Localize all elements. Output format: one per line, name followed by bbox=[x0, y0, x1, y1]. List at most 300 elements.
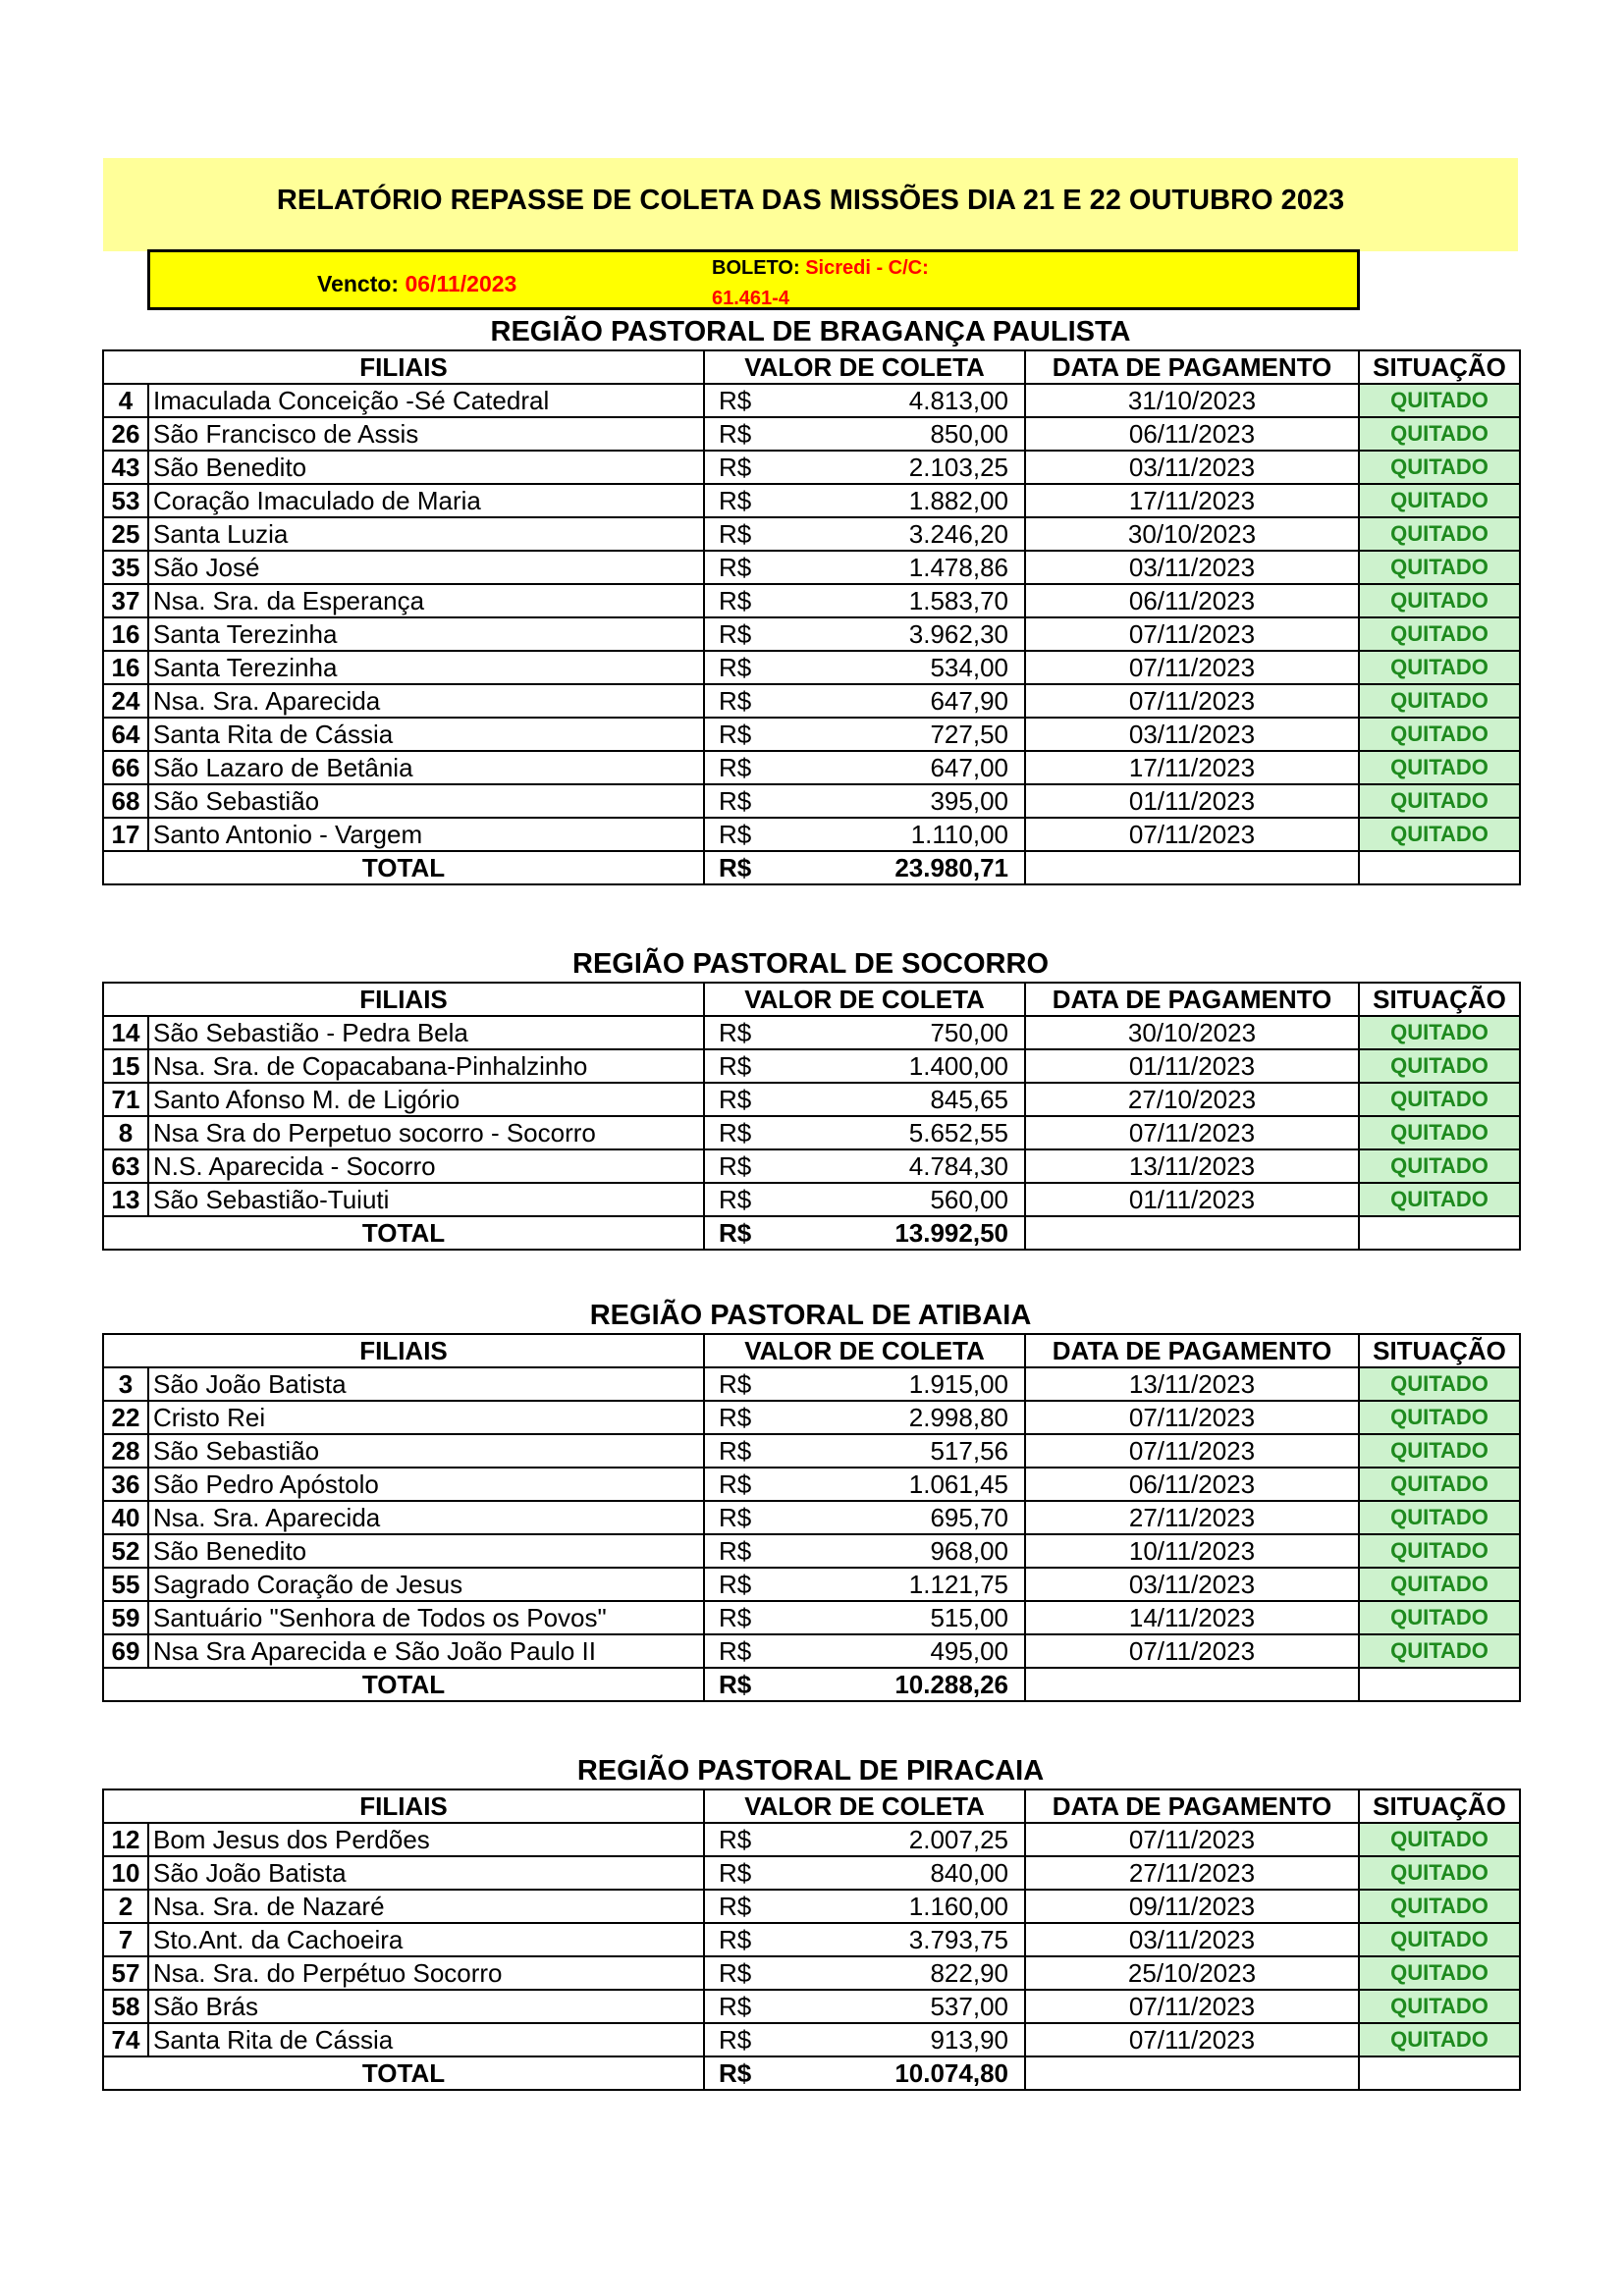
row-value: 840,00 bbox=[785, 1856, 1025, 1890]
row-number: 16 bbox=[103, 617, 148, 651]
row-value: 395,00 bbox=[785, 784, 1025, 818]
row-number: 66 bbox=[103, 751, 148, 784]
status-badge: QUITADO bbox=[1359, 1049, 1520, 1083]
table-row bbox=[103, 1956, 1520, 1990]
row-date: 07/11/2023 bbox=[1025, 1434, 1359, 1468]
row-number: 63 bbox=[103, 1149, 148, 1183]
row-currency: R$ bbox=[704, 1149, 785, 1183]
row-name: São José bbox=[148, 551, 704, 584]
row-value: 845,65 bbox=[785, 1083, 1025, 1116]
row-name: São Sebastião bbox=[148, 784, 704, 818]
table-row bbox=[103, 1856, 1520, 1890]
row-value: 2.998,80 bbox=[785, 1401, 1025, 1434]
total-row bbox=[103, 1216, 1520, 1250]
status-badge: QUITADO bbox=[1359, 384, 1520, 417]
table-row bbox=[103, 517, 1520, 551]
table-row bbox=[103, 1367, 1520, 1401]
total-currency: R$ bbox=[704, 851, 785, 884]
table-row bbox=[103, 1501, 1520, 1534]
row-value: 647,90 bbox=[785, 684, 1025, 718]
region-table bbox=[102, 1789, 1521, 2091]
due-date-box bbox=[147, 249, 1360, 310]
row-value: 1.583,70 bbox=[785, 584, 1025, 617]
table-row bbox=[103, 417, 1520, 451]
row-currency: R$ bbox=[704, 1401, 785, 1434]
row-currency: R$ bbox=[704, 818, 785, 851]
table-row bbox=[103, 784, 1520, 818]
row-number: 12 bbox=[103, 1823, 148, 1856]
row-number: 68 bbox=[103, 784, 148, 818]
row-number: 69 bbox=[103, 1634, 148, 1668]
row-value: 750,00 bbox=[785, 1016, 1025, 1049]
row-name: Cristo Rei bbox=[148, 1401, 704, 1434]
row-date: 27/11/2023 bbox=[1025, 1501, 1359, 1534]
row-name: Santa Terezinha bbox=[148, 651, 704, 684]
table-row bbox=[103, 1468, 1520, 1501]
row-number: 57 bbox=[103, 1956, 148, 1990]
row-value: 1.400,00 bbox=[785, 1049, 1025, 1083]
header-valor: VALOR DE COLETA bbox=[704, 1789, 1025, 1823]
row-name: Nsa. Sra. de Nazaré bbox=[148, 1890, 704, 1923]
header-filiais: FILIAIS bbox=[103, 1334, 704, 1367]
row-number: 4 bbox=[103, 384, 148, 417]
row-name: Nsa Sra Aparecida e São João Paulo II bbox=[148, 1634, 704, 1668]
table-row bbox=[103, 1823, 1520, 1856]
row-number: 22 bbox=[103, 1401, 148, 1434]
row-currency: R$ bbox=[704, 451, 785, 484]
status-badge: QUITADO bbox=[1359, 1601, 1520, 1634]
boleto-bank: Sicredi - C/C: bbox=[805, 257, 929, 279]
row-name: Santo Antonio - Vargem bbox=[148, 818, 704, 851]
row-date: 30/10/2023 bbox=[1025, 1016, 1359, 1049]
row-date: 10/11/2023 bbox=[1025, 1534, 1359, 1568]
table-row bbox=[103, 1049, 1520, 1083]
row-currency: R$ bbox=[704, 1568, 785, 1601]
row-date: 03/11/2023 bbox=[1025, 1568, 1359, 1601]
header-data: DATA DE PAGAMENTO bbox=[1025, 350, 1359, 384]
total-status-empty bbox=[1359, 1216, 1520, 1250]
row-value: 1.915,00 bbox=[785, 1367, 1025, 1401]
row-number: 43 bbox=[103, 451, 148, 484]
due-date-value: 06/11/2023 bbox=[405, 271, 517, 296]
table-row bbox=[103, 1990, 1520, 2023]
row-number: 40 bbox=[103, 1501, 148, 1534]
status-badge: QUITADO bbox=[1359, 2023, 1520, 2056]
row-number: 71 bbox=[103, 1083, 148, 1116]
row-value: 515,00 bbox=[785, 1601, 1025, 1634]
row-number: 14 bbox=[103, 1016, 148, 1049]
total-currency: R$ bbox=[704, 1668, 785, 1701]
total-row bbox=[103, 1668, 1520, 1701]
header-data: DATA DE PAGAMENTO bbox=[1025, 1789, 1359, 1823]
row-number: 16 bbox=[103, 651, 148, 684]
row-date: 03/11/2023 bbox=[1025, 451, 1359, 484]
table-row bbox=[103, 751, 1520, 784]
row-name: Nsa. Sra. da Esperança bbox=[148, 584, 704, 617]
total-currency: R$ bbox=[704, 1216, 785, 1250]
row-value: 647,00 bbox=[785, 751, 1025, 784]
status-badge: QUITADO bbox=[1359, 818, 1520, 851]
table-header bbox=[103, 1334, 1520, 1367]
row-name: São Pedro Apóstolo bbox=[148, 1468, 704, 1501]
row-date: 07/11/2023 bbox=[1025, 1401, 1359, 1434]
row-name: Nsa. Sra. de Copacabana-Pinhalzinho bbox=[148, 1049, 704, 1083]
status-badge: QUITADO bbox=[1359, 517, 1520, 551]
row-currency: R$ bbox=[704, 784, 785, 818]
row-value: 534,00 bbox=[785, 651, 1025, 684]
header-situacao: SITUAÇÃO bbox=[1359, 1334, 1520, 1367]
table-row bbox=[103, 1083, 1520, 1116]
row-value: 1.061,45 bbox=[785, 1468, 1025, 1501]
row-date: 07/11/2023 bbox=[1025, 684, 1359, 718]
row-date: 31/10/2023 bbox=[1025, 384, 1359, 417]
row-name: São João Batista bbox=[148, 1367, 704, 1401]
total-value: 10.074,80 bbox=[785, 2056, 1025, 2090]
row-currency: R$ bbox=[704, 1956, 785, 1990]
row-name: São Brás bbox=[148, 1990, 704, 2023]
status-badge: QUITADO bbox=[1359, 651, 1520, 684]
row-currency: R$ bbox=[704, 1434, 785, 1468]
row-date: 27/11/2023 bbox=[1025, 1856, 1359, 1890]
row-name: Nsa Sra do Perpetuo socorro - Socorro bbox=[148, 1116, 704, 1149]
table-row bbox=[103, 551, 1520, 584]
row-value: 4.813,00 bbox=[785, 384, 1025, 417]
total-status-empty bbox=[1359, 2056, 1520, 2090]
status-badge: QUITADO bbox=[1359, 1116, 1520, 1149]
row-date: 03/11/2023 bbox=[1025, 718, 1359, 751]
row-currency: R$ bbox=[704, 1601, 785, 1634]
row-value: 3.793,75 bbox=[785, 1923, 1025, 1956]
row-name: Sto.Ant. da Cachoeira bbox=[148, 1923, 704, 1956]
row-date: 07/11/2023 bbox=[1025, 617, 1359, 651]
row-name: São Lazaro de Betânia bbox=[148, 751, 704, 784]
total-date-empty bbox=[1025, 1668, 1359, 1701]
row-name: Santo Afonso M. de Ligório bbox=[148, 1083, 704, 1116]
row-value: 4.784,30 bbox=[785, 1149, 1025, 1183]
total-value: 10.288,26 bbox=[785, 1668, 1025, 1701]
status-badge: QUITADO bbox=[1359, 1568, 1520, 1601]
table-row bbox=[103, 584, 1520, 617]
status-badge: QUITADO bbox=[1359, 1856, 1520, 1890]
row-value: 2.103,25 bbox=[785, 451, 1025, 484]
table-row bbox=[103, 1434, 1520, 1468]
row-name: São Benedito bbox=[148, 1534, 704, 1568]
report-title: RELATÓRIO REPASSE DE COLETA DAS MISSÕES DIA 21 E 22 OUTUBRO 2023 bbox=[276, 185, 1345, 216]
region-title: REGIÃO PASTORAL DE PIRACAIA bbox=[576, 1755, 1045, 1787]
total-label: TOTAL bbox=[103, 2056, 704, 2090]
row-name: São Benedito bbox=[148, 451, 704, 484]
status-badge: QUITADO bbox=[1359, 1083, 1520, 1116]
header-situacao: SITUAÇÃO bbox=[1359, 350, 1520, 384]
row-number: 36 bbox=[103, 1468, 148, 1501]
row-number: 35 bbox=[103, 551, 148, 584]
table-row bbox=[103, 1601, 1520, 1634]
row-name: São Francisco de Assis bbox=[148, 417, 704, 451]
row-date: 03/11/2023 bbox=[1025, 1923, 1359, 1956]
row-number: 74 bbox=[103, 2023, 148, 2056]
status-badge: QUITADO bbox=[1359, 451, 1520, 484]
region-title: REGIÃO PASTORAL DE SOCORRO bbox=[572, 948, 1049, 980]
row-currency: R$ bbox=[704, 751, 785, 784]
row-date: 27/10/2023 bbox=[1025, 1083, 1359, 1116]
header-filiais: FILIAIS bbox=[103, 350, 704, 384]
header-situacao: SITUAÇÃO bbox=[1359, 1789, 1520, 1823]
row-currency: R$ bbox=[704, 1468, 785, 1501]
row-name: Santa Rita de Cássia bbox=[148, 718, 704, 751]
status-badge: QUITADO bbox=[1359, 1990, 1520, 2023]
status-badge: QUITADO bbox=[1359, 1468, 1520, 1501]
header-valor: VALOR DE COLETA bbox=[704, 350, 1025, 384]
row-value: 1.121,75 bbox=[785, 1568, 1025, 1601]
header-valor: VALOR DE COLETA bbox=[704, 983, 1025, 1016]
row-number: 53 bbox=[103, 484, 148, 517]
table-row bbox=[103, 818, 1520, 851]
row-number: 59 bbox=[103, 1601, 148, 1634]
row-number: 26 bbox=[103, 417, 148, 451]
total-date-empty bbox=[1025, 1216, 1359, 1250]
row-currency: R$ bbox=[704, 1534, 785, 1568]
table-row bbox=[103, 1890, 1520, 1923]
row-value: 913,90 bbox=[785, 2023, 1025, 2056]
region-title: REGIÃO PASTORAL DE BRAGANÇA PAULISTA bbox=[490, 316, 1131, 347]
status-badge: QUITADO bbox=[1359, 1823, 1520, 1856]
row-number: 15 bbox=[103, 1049, 148, 1083]
row-date: 03/11/2023 bbox=[1025, 551, 1359, 584]
row-value: 1.478,86 bbox=[785, 551, 1025, 584]
table-row bbox=[103, 651, 1520, 684]
row-name: Nsa. Sra. do Perpétuo Socorro bbox=[148, 1956, 704, 1990]
table-header bbox=[103, 983, 1520, 1016]
table-header bbox=[103, 350, 1520, 384]
status-badge: QUITADO bbox=[1359, 1634, 1520, 1668]
row-value: 517,56 bbox=[785, 1434, 1025, 1468]
total-status-empty bbox=[1359, 851, 1520, 884]
status-badge: QUITADO bbox=[1359, 1016, 1520, 1049]
status-badge: QUITADO bbox=[1359, 584, 1520, 617]
row-date: 06/11/2023 bbox=[1025, 417, 1359, 451]
due-date-label: Vencto: bbox=[317, 271, 400, 296]
row-name: São Sebastião bbox=[148, 1434, 704, 1468]
table-row bbox=[103, 1401, 1520, 1434]
status-badge: QUITADO bbox=[1359, 1367, 1520, 1401]
row-number: 64 bbox=[103, 718, 148, 751]
header-data: DATA DE PAGAMENTO bbox=[1025, 1334, 1359, 1367]
row-value: 1.160,00 bbox=[785, 1890, 1025, 1923]
row-name: São Sebastião - Pedra Bela bbox=[148, 1016, 704, 1049]
table-row bbox=[103, 2023, 1520, 2056]
row-value: 5.652,55 bbox=[785, 1116, 1025, 1149]
total-currency: R$ bbox=[704, 2056, 785, 2090]
row-number: 7 bbox=[103, 1923, 148, 1956]
status-badge: QUITADO bbox=[1359, 1434, 1520, 1468]
row-currency: R$ bbox=[704, 684, 785, 718]
table-header bbox=[103, 1789, 1520, 1823]
row-name: Bom Jesus dos Perdões bbox=[148, 1823, 704, 1856]
row-value: 968,00 bbox=[785, 1534, 1025, 1568]
row-date: 06/11/2023 bbox=[1025, 1468, 1359, 1501]
status-badge: QUITADO bbox=[1359, 1923, 1520, 1956]
row-number: 3 bbox=[103, 1367, 148, 1401]
row-currency: R$ bbox=[704, 551, 785, 584]
row-number: 52 bbox=[103, 1534, 148, 1568]
row-value: 1.882,00 bbox=[785, 484, 1025, 517]
due-date bbox=[317, 271, 516, 297]
row-name: Nsa. Sra. Aparecida bbox=[148, 684, 704, 718]
total-date-empty bbox=[1025, 2056, 1359, 2090]
row-number: 17 bbox=[103, 818, 148, 851]
row-name: São Sebastião-Tuiuti bbox=[148, 1183, 704, 1216]
row-date: 30/10/2023 bbox=[1025, 517, 1359, 551]
row-name: São João Batista bbox=[148, 1856, 704, 1890]
row-currency: R$ bbox=[704, 1116, 785, 1149]
total-row bbox=[103, 2056, 1520, 2090]
total-label: TOTAL bbox=[103, 851, 704, 884]
row-currency: R$ bbox=[704, 1083, 785, 1116]
row-value: 695,70 bbox=[785, 1501, 1025, 1534]
row-number: 55 bbox=[103, 1568, 148, 1601]
row-date: 07/11/2023 bbox=[1025, 1634, 1359, 1668]
header-valor: VALOR DE COLETA bbox=[704, 1334, 1025, 1367]
row-currency: R$ bbox=[704, 1856, 785, 1890]
row-currency: R$ bbox=[704, 1823, 785, 1856]
row-name: Santuário "Senhora de Todos os Povos" bbox=[148, 1601, 704, 1634]
row-currency: R$ bbox=[704, 417, 785, 451]
status-badge: QUITADO bbox=[1359, 617, 1520, 651]
row-number: 25 bbox=[103, 517, 148, 551]
row-number: 8 bbox=[103, 1116, 148, 1149]
row-date: 07/11/2023 bbox=[1025, 1823, 1359, 1856]
row-currency: R$ bbox=[704, 651, 785, 684]
row-value: 850,00 bbox=[785, 417, 1025, 451]
row-date: 07/11/2023 bbox=[1025, 1990, 1359, 2023]
status-badge: QUITADO bbox=[1359, 551, 1520, 584]
total-status-empty bbox=[1359, 1668, 1520, 1701]
total-row bbox=[103, 851, 1520, 884]
status-badge: QUITADO bbox=[1359, 684, 1520, 718]
status-badge: QUITADO bbox=[1359, 417, 1520, 451]
row-value: 560,00 bbox=[785, 1183, 1025, 1216]
row-currency: R$ bbox=[704, 718, 785, 751]
row-currency: R$ bbox=[704, 384, 785, 417]
row-currency: R$ bbox=[704, 2023, 785, 2056]
row-value: 822,90 bbox=[785, 1956, 1025, 1990]
header-filiais: FILIAIS bbox=[103, 983, 704, 1016]
status-badge: QUITADO bbox=[1359, 1501, 1520, 1534]
row-currency: R$ bbox=[704, 1890, 785, 1923]
status-badge: QUITADO bbox=[1359, 751, 1520, 784]
total-label: TOTAL bbox=[103, 1216, 704, 1250]
header-situacao: SITUAÇÃO bbox=[1359, 983, 1520, 1016]
row-name: Santa Rita de Cássia bbox=[148, 2023, 704, 2056]
row-currency: R$ bbox=[704, 484, 785, 517]
row-name: N.S. Aparecida - Socorro bbox=[148, 1149, 704, 1183]
total-value: 23.980,71 bbox=[785, 851, 1025, 884]
boleto-info bbox=[712, 253, 1006, 314]
row-date: 01/11/2023 bbox=[1025, 1183, 1359, 1216]
table-row bbox=[103, 617, 1520, 651]
status-badge: QUITADO bbox=[1359, 1956, 1520, 1990]
table-row bbox=[103, 1634, 1520, 1668]
row-currency: R$ bbox=[704, 1501, 785, 1534]
row-currency: R$ bbox=[704, 1049, 785, 1083]
row-currency: R$ bbox=[704, 617, 785, 651]
row-currency: R$ bbox=[704, 584, 785, 617]
row-date: 13/11/2023 bbox=[1025, 1149, 1359, 1183]
row-number: 13 bbox=[103, 1183, 148, 1216]
status-badge: QUITADO bbox=[1359, 484, 1520, 517]
row-date: 07/11/2023 bbox=[1025, 651, 1359, 684]
row-currency: R$ bbox=[704, 1016, 785, 1049]
status-badge: QUITADO bbox=[1359, 1534, 1520, 1568]
row-value: 537,00 bbox=[785, 1990, 1025, 2023]
region-table bbox=[102, 349, 1521, 885]
boleto-account: 61.461-4 bbox=[712, 288, 789, 309]
table-row bbox=[103, 484, 1520, 517]
table-row bbox=[103, 1183, 1520, 1216]
table-row bbox=[103, 684, 1520, 718]
boleto-label: BOLETO: bbox=[712, 257, 800, 279]
row-currency: R$ bbox=[704, 1183, 785, 1216]
status-badge: QUITADO bbox=[1359, 1149, 1520, 1183]
row-date: 13/11/2023 bbox=[1025, 1367, 1359, 1401]
row-date: 06/11/2023 bbox=[1025, 584, 1359, 617]
table-row bbox=[103, 451, 1520, 484]
row-currency: R$ bbox=[704, 1990, 785, 2023]
header-filiais: FILIAIS bbox=[103, 1789, 704, 1823]
total-label: TOTAL bbox=[103, 1668, 704, 1701]
row-number: 37 bbox=[103, 584, 148, 617]
row-name: Sagrado Coração de Jesus bbox=[148, 1568, 704, 1601]
table-row bbox=[103, 1116, 1520, 1149]
row-value: 1.110,00 bbox=[785, 818, 1025, 851]
row-currency: R$ bbox=[704, 1367, 785, 1401]
row-name: Imaculada Conceição -Sé Catedral bbox=[148, 384, 704, 417]
row-date: 01/11/2023 bbox=[1025, 1049, 1359, 1083]
region-table bbox=[102, 982, 1521, 1251]
table-row bbox=[103, 384, 1520, 417]
row-value: 495,00 bbox=[785, 1634, 1025, 1668]
header-data: DATA DE PAGAMENTO bbox=[1025, 983, 1359, 1016]
row-currency: R$ bbox=[704, 517, 785, 551]
row-currency: R$ bbox=[704, 1923, 785, 1956]
row-number: 58 bbox=[103, 1990, 148, 2023]
row-name: Nsa. Sra. Aparecida bbox=[148, 1501, 704, 1534]
table-row bbox=[103, 718, 1520, 751]
status-badge: QUITADO bbox=[1359, 784, 1520, 818]
region-table bbox=[102, 1333, 1521, 1702]
row-name: Santa Luzia bbox=[148, 517, 704, 551]
row-date: 01/11/2023 bbox=[1025, 784, 1359, 818]
status-badge: QUITADO bbox=[1359, 1183, 1520, 1216]
row-value: 3.962,30 bbox=[785, 617, 1025, 651]
row-date: 17/11/2023 bbox=[1025, 751, 1359, 784]
row-number: 24 bbox=[103, 684, 148, 718]
row-number: 28 bbox=[103, 1434, 148, 1468]
table-row bbox=[103, 1568, 1520, 1601]
row-name: Santa Terezinha bbox=[148, 617, 704, 651]
row-date: 14/11/2023 bbox=[1025, 1601, 1359, 1634]
table-row bbox=[103, 1016, 1520, 1049]
row-value: 727,50 bbox=[785, 718, 1025, 751]
table-row bbox=[103, 1534, 1520, 1568]
row-date: 25/10/2023 bbox=[1025, 1956, 1359, 1990]
region-title: REGIÃO PASTORAL DE ATIBAIA bbox=[589, 1300, 1032, 1331]
total-value: 13.992,50 bbox=[785, 1216, 1025, 1250]
row-date: 07/11/2023 bbox=[1025, 1116, 1359, 1149]
row-value: 3.246,20 bbox=[785, 517, 1025, 551]
row-date: 17/11/2023 bbox=[1025, 484, 1359, 517]
row-date: 07/11/2023 bbox=[1025, 2023, 1359, 2056]
